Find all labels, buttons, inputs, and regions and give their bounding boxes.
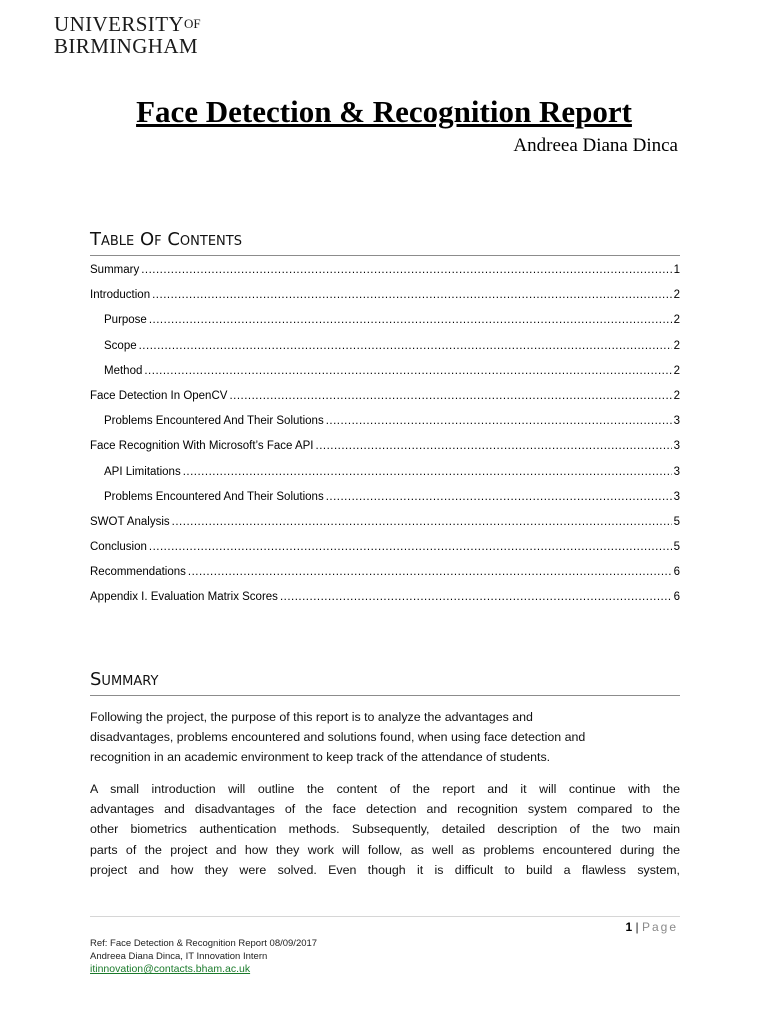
toc-entry[interactable] bbox=[90, 541, 680, 566]
document-title: Face Detection & Recognition Report bbox=[136, 94, 632, 129]
toc-entry-page: 6 bbox=[673, 591, 680, 604]
toc-entry[interactable] bbox=[90, 390, 680, 415]
toc-entry-label: Summary bbox=[90, 264, 140, 276]
toc-entry-page: 2 bbox=[673, 314, 680, 327]
toc-dot-leader bbox=[144, 365, 671, 377]
toc-entry-page: 5 bbox=[673, 541, 680, 554]
summary-p2-line: other biometrics authentication methods. Subsequently, detailed description of the two main bbox=[90, 822, 680, 837]
toc-entry-label: Introduction bbox=[90, 289, 151, 302]
toc-dot-leader bbox=[149, 541, 672, 553]
toc-entry-page: 2 bbox=[673, 289, 680, 302]
toc-entry[interactable] bbox=[90, 314, 680, 339]
toc-dot-leader bbox=[149, 314, 672, 326]
toc-entry-page: 2 bbox=[673, 364, 680, 377]
toc-entry-page: 2 bbox=[673, 389, 680, 402]
toc-entry-page: 2 bbox=[673, 339, 680, 352]
footer-divider bbox=[90, 916, 680, 917]
toc-entry-label: Face Recognition With Microsoft’s Face API bbox=[90, 440, 314, 453]
toc-entry-label: Problems Encountered And Their Solutions bbox=[104, 490, 324, 503]
toc-dot-leader bbox=[326, 415, 672, 427]
toc-entry[interactable] bbox=[90, 440, 680, 465]
logo-of: OF bbox=[184, 16, 201, 31]
logo-line-2: BIRMINGHAM bbox=[54, 34, 199, 58]
toc-entry-page: 3 bbox=[673, 465, 680, 478]
toc-dot-leader bbox=[152, 289, 671, 301]
toc-dot-leader bbox=[172, 516, 672, 528]
toc-entry[interactable] bbox=[90, 491, 680, 516]
toc-dot-leader bbox=[316, 440, 672, 452]
toc-entry[interactable] bbox=[90, 516, 680, 541]
summary-paragraph-1 bbox=[90, 707, 680, 768]
toc-entry[interactable] bbox=[90, 365, 680, 390]
toc-entry-label: API Limitations bbox=[104, 465, 181, 478]
footer-author: Andreea Diana Dinca, IT Innovation Intern bbox=[90, 951, 268, 962]
document-author: Andreea Diana Dinca bbox=[513, 135, 678, 156]
toc-entry-label: SWOT Analysis bbox=[90, 515, 170, 528]
toc-dot-leader bbox=[326, 491, 672, 503]
footer-email-link[interactable]: itinnovation@contacts.bham.ac.uk bbox=[90, 963, 251, 975]
page-separator: | bbox=[635, 920, 639, 934]
summary-p2-line: A small introduction will outline the content of the report and it will continue with the bbox=[90, 782, 680, 796]
summary-p2-line: project and how they were solved. Even though it is difficult to build a flawless system, bbox=[90, 862, 680, 877]
page-number bbox=[625, 919, 678, 935]
summary-p1-line: disadvantages, problems encountered and solutions found, when using face detection and bbox=[90, 730, 586, 745]
toc-entry[interactable] bbox=[90, 289, 680, 314]
table-of-contents bbox=[90, 264, 680, 617]
toc-entry-label: Recommendations bbox=[90, 566, 186, 579]
toc-entry[interactable] bbox=[90, 466, 680, 491]
toc-entry-label: Face Detection In OpenCV bbox=[90, 389, 228, 402]
toc-entry-page: 3 bbox=[673, 415, 680, 428]
toc-entry-label: Scope bbox=[104, 339, 137, 352]
toc-entry-label: Appendix I. Evaluation Matrix Scores bbox=[90, 591, 278, 604]
toc-entry-page: 3 bbox=[673, 440, 680, 453]
page-word: Page bbox=[641, 920, 678, 934]
toc-dot-leader bbox=[183, 466, 672, 478]
toc-entry[interactable] bbox=[90, 340, 680, 365]
toc-entry[interactable] bbox=[90, 415, 680, 440]
toc-entry[interactable] bbox=[90, 591, 680, 616]
toc-entry-page: 3 bbox=[673, 490, 680, 503]
toc-entry[interactable] bbox=[90, 566, 680, 591]
toc-entry-label: Method bbox=[104, 364, 143, 377]
footer-ref: Ref: Face Detection & Recognition Report 08/09/2017 bbox=[90, 938, 318, 949]
summary-heading: Summary bbox=[90, 667, 680, 696]
toc-dot-leader bbox=[280, 591, 672, 603]
toc-entry-label: Conclusion bbox=[90, 541, 147, 554]
page-number-value: 1 bbox=[625, 920, 633, 934]
toc-entry-label: Problems Encountered And Their Solutions bbox=[104, 415, 324, 428]
toc-dot-leader bbox=[188, 566, 672, 578]
footer-info bbox=[90, 937, 317, 976]
toc-dot-leader bbox=[139, 340, 672, 352]
summary-p1-line: Following the project, the purpose of this report is to analyze the advantages and bbox=[90, 710, 533, 724]
toc-entry-page: 6 bbox=[673, 566, 680, 579]
toc-entry-page: 1 bbox=[673, 264, 680, 276]
toc-entry[interactable] bbox=[90, 264, 680, 289]
toc-dot-leader bbox=[229, 390, 671, 402]
summary-paragraph-2 bbox=[90, 779, 680, 880]
summary-p1-line: recognition in an academic environment to keep track of the attendance of students. bbox=[90, 750, 551, 765]
toc-dot-leader bbox=[141, 264, 671, 276]
toc-entry-page: 5 bbox=[673, 515, 680, 528]
logo-line-1: UNIVERSITY bbox=[54, 12, 184, 36]
summary-p2-line: advantages and disadvantages of the face detection and recognition system compared to the bbox=[90, 802, 680, 817]
university-logo bbox=[54, 13, 201, 57]
toc-heading: Table Of Contents bbox=[90, 227, 680, 256]
toc-entry-label: Purpose bbox=[104, 314, 147, 327]
summary-p2-line: parts of the project and how they work will follow, as well as problems encountered during the bbox=[90, 842, 680, 857]
